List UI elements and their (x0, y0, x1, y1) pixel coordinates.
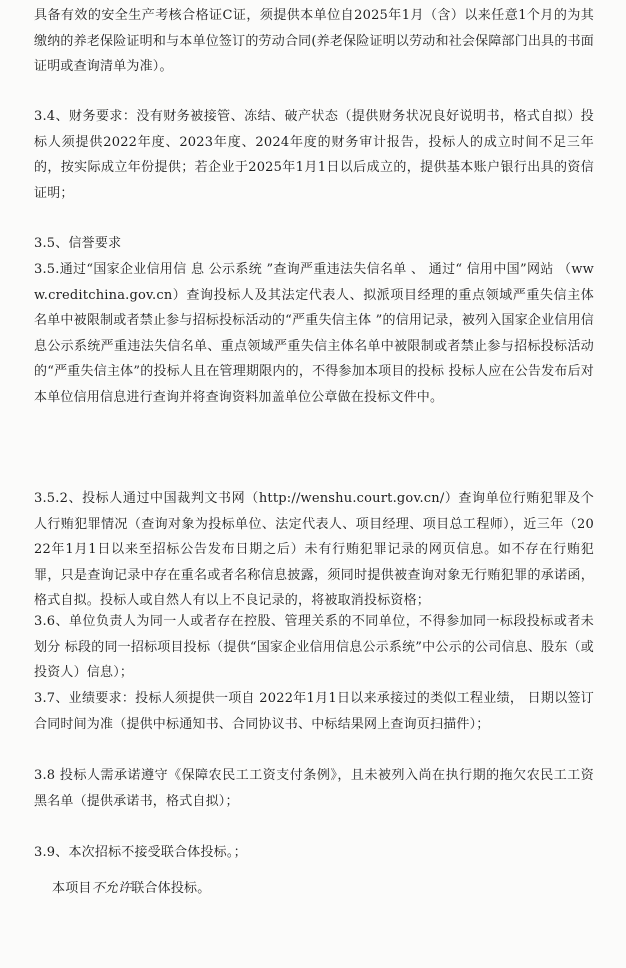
consortium-note-suffix: 联合体投标。 (131, 881, 211, 896)
consortium-note-emphasis: 不允许 (91, 881, 132, 896)
paragraph-wage-regulations: 3.8 投标人需承诺遵守《保障农民工工资支付条例》，且未被列入尚在执行期的拖欠农民工工资黑名单（提供承诺书，格式自拟）； (34, 768, 594, 809)
consortium-note-prefix: 本项目 (52, 881, 92, 896)
paragraph-safety-certificate: 具备有效的安全生产考核合格证C证，须提供本单位自2025年1月（含）以来任意1个月的为其缴纳的养老保险证明和与本单位签订的劳动合同(养老保险证明以劳动和社会保障部门出具的书面证明或查询清单为准）。 (34, 8, 594, 74)
paragraph-no-consortium: 3.9、本次招标不接受联合体投标。； (34, 845, 247, 860)
paragraph-performance-requirements: 3.7、业绩要求：投标人须提供一项自 2022年1月1日以来承接过的类似工程业绩， 日期以签订合同时间为准（提供中标通知书、合同协议书、中标结果网上查询页扫描件）； (34, 691, 594, 732)
paragraph-related-units: 3.6、单位负责人为同一人或者存在控股、管理关系的不同单位，不得参加同一标段投标或者未划分 标段的同一招标项目投标（提供“国家企业信用信息公示系统”中公示的公司信息、股东（或投资人）信息）； (34, 614, 594, 680)
heading-credit-requirements: 3.5、信誉要求 (34, 236, 122, 251)
paragraph-financial-requirements: 3.4、财务要求：没有财务被接管、冻结、破产状态（提供财务状况良好说明书，格式自拟）投标人须提供2022年度、2023年度、2024年度的财务审计报告，投标人的成立时间不足三年的，按实际成立年份提供；若企业于2025年1月1日以后成立的，提供基本账户银行出具的资信证明； (34, 109, 594, 201)
paragraph-consortium-note (52, 876, 612, 902)
paragraph-bribery-check: 3.5.2、投标人通过中国裁判文书网（http://wenshu.court.gov.cn/）查询单位行贿犯罪及个人行贿犯罪情况（查询对象为投标单位、法定代表人、项目经理、项目总工程师），近三年（2022年1月1日以来至招标公告发布日期之后）未有行贿犯罪记录的网页信息。如不存在行贿犯罪，只是查询记录中存在重名或者名称信息披露，须同时提供被查询对象无行贿犯罪的承诺函，格式自拟。投标人或自然人有以上不良记录的，将被取消投标资格； (34, 491, 594, 608)
paragraph-credit-check: 3.5.通过“国家企业信用信 息 公示系统 ”查询严重违法失信名单 、 通过“ 信用中国”网站 （www.creditchina.gov.cn）查询投标人及其法定代表人、拟派项目经理的重点领域严重失信主体名单中被限制或者禁止参与招标投标活动的“严重失信主体 ”的信用记录，被列入国家企业信用信息公示系统严重违法失信名单、重点领域严重失信主体名单中被限制或者禁止参与招标投标活动的“严重失信主体”的投标人且在管理期限内的，不得参加本项目的投标 投标人应在公告发布后对本单位信用信息进行查询并将查询资料加盖单位公章做在投标文件中。 (34, 262, 594, 405)
